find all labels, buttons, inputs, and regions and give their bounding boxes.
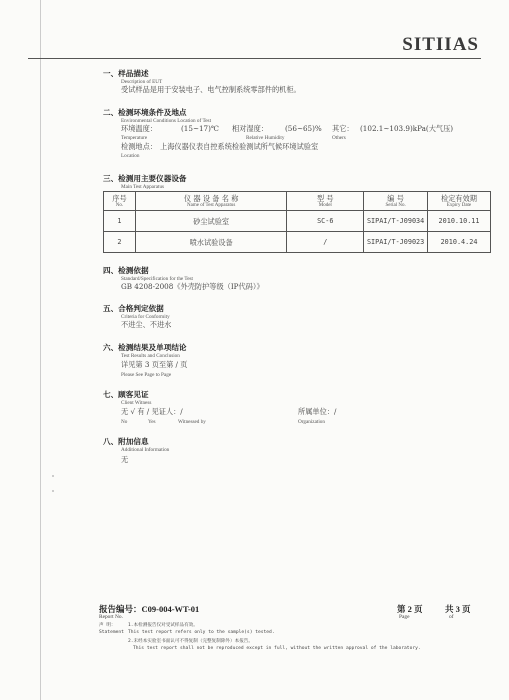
other-value: (102.1~103.9)kPa(大气压)	[360, 124, 454, 133]
section-6-text: 详见第 3 页至第 / 页	[121, 360, 188, 369]
location-en: Location	[121, 153, 140, 159]
section-4-en: Standard/Specification for the Test	[121, 276, 194, 282]
other-en: Others	[332, 135, 346, 141]
cell-name: 喷水试验设备	[135, 232, 287, 253]
cell-expiry: 2010.4.24	[428, 232, 491, 253]
humidity-label: 相对湿度：	[232, 124, 268, 133]
table-row	[104, 211, 491, 232]
report-number-en: Report No.	[99, 614, 123, 620]
binding-mark	[52, 490, 54, 492]
organization-label: 所属单位：/	[298, 407, 337, 416]
section-4-title: 四、检测依据	[103, 266, 149, 275]
section-5-text: 不进尘、不进水	[121, 320, 172, 329]
header-model: 型 号 Model	[287, 192, 364, 211]
other-label: 其它：	[332, 124, 354, 133]
statement-1-en: This test report refers only to the sample(s) tested.	[128, 630, 275, 635]
statement-2-zh: 2.未经本实验室书面认可不得复制（完整复制除外）本报告。	[128, 639, 253, 644]
section-8-text: 无	[121, 455, 129, 464]
section-7-title: 七、顾客见证	[103, 390, 149, 399]
humidity-en: Relative Humidity	[246, 135, 285, 141]
cell-serial: SIPAI/T-J09023	[364, 232, 428, 253]
section-2-en: Environmental Conditions Location of Test	[121, 118, 212, 124]
organization-en: Organization	[298, 419, 325, 425]
section-8-en: Additional Information	[121, 447, 170, 453]
section-4-text: GB 4208-2008《外壳防护等级（IP代码）》	[121, 282, 264, 291]
statement-label-en: Statement	[99, 630, 124, 635]
cell-no: 1	[104, 211, 136, 232]
cell-no: 2	[104, 232, 136, 253]
header-expiry: 检定有效期 Expiry Date	[428, 192, 491, 211]
page-number: 第 2 页	[397, 604, 423, 614]
apparatus-table	[103, 191, 491, 253]
statement-1-zh: 1.本检测报告仅对受试样品有效。	[128, 623, 198, 628]
statement-2-en: This test report shall not be reproduced except in full, without the written approval of the laboratory.	[133, 646, 421, 651]
section-3-en: Main Test Apparatus	[121, 184, 165, 190]
binding-mark	[52, 475, 54, 477]
temp-en: Temperature	[121, 135, 148, 141]
header-name: 仪 器 设 备 名 称 Name of Test Apparatus	[135, 192, 287, 211]
cell-name: 砂尘试验室	[135, 211, 287, 232]
section-3-title: 三、检测用主要仪器设备	[103, 174, 187, 183]
binding-margin-line	[40, 0, 41, 700]
section-2-title: 二、检测环境条件及地点	[103, 108, 187, 117]
section-5-title: 五、合格判定依据	[103, 304, 164, 313]
page-en: Page	[399, 614, 410, 620]
section-6-en: Test Results and Conclusion	[121, 353, 180, 359]
cell-model: SC-6	[287, 211, 364, 232]
location-label: 检测地点：	[121, 142, 157, 151]
section-5-en: Criteria for Conformity	[121, 314, 170, 320]
witness-yes-en: Yes	[148, 419, 156, 425]
section-7-en: Client Witness	[121, 400, 152, 406]
humidity-value: (56~65)%	[285, 124, 322, 133]
report-number: 报告编号：C09-004-WT-01	[99, 604, 200, 614]
witness-line: 无 √ 有 / 见证人：/	[121, 407, 183, 416]
company-logo: SITIIAS	[402, 34, 479, 55]
page-total: 共 3 页	[445, 604, 471, 614]
table-header-row	[104, 192, 491, 211]
section-6-title: 六、检测结果及单项结论	[103, 343, 187, 352]
header-serial: 编 号 Serial No.	[364, 192, 428, 211]
witness-by-en: Witnessed by	[178, 419, 206, 425]
page-total-en: of	[449, 614, 454, 620]
cell-expiry: 2010.10.11	[428, 211, 491, 232]
cell-model: /	[287, 232, 364, 253]
header-rule	[28, 58, 481, 59]
header-no: 序号 No.	[104, 192, 136, 211]
cell-serial: SIPAI/T-J09034	[364, 211, 428, 232]
witness-no-en: No	[121, 419, 128, 425]
table-row	[104, 232, 491, 253]
location-value: 上海仪器仪表自控系统检验测试所气候环境试验室	[160, 142, 319, 151]
temp-label: 环境温度：	[121, 124, 157, 133]
section-8-title: 八、附加信息	[103, 437, 149, 446]
temp-value: (15~17)℃	[181, 124, 219, 133]
section-1-en: Description of EUT	[121, 79, 163, 85]
statement-label: 声 明：	[99, 623, 116, 628]
section-6-en2: Please See Page to Page	[121, 372, 172, 378]
section-1-title: 一、样品描述	[103, 69, 149, 78]
section-1-text: 受试样品是用于安装电子、电气控制系统零部件的机柜。	[121, 85, 301, 94]
